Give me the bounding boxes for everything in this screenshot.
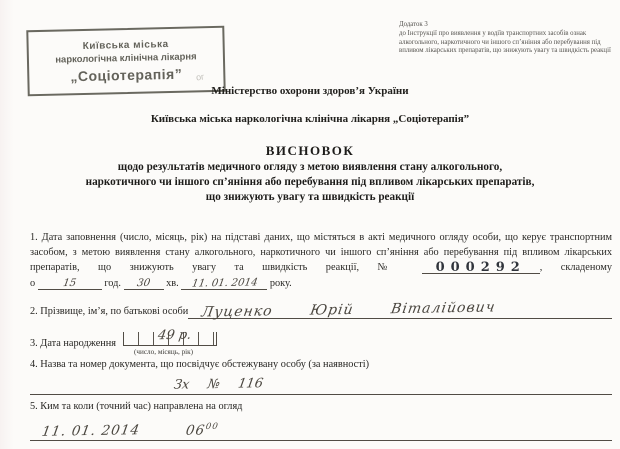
hospital-header: Київська міська наркологічна клінічна лікарня „Соціотерапія” xyxy=(150,113,470,125)
referral-field xyxy=(30,422,612,441)
field-1-text: 1. Дата заповнення (число, місяць, рік) на підставі даних, що містяться в акті медичного огляду особи, що керує транспортним засобом, з метою виявлення стану алкогольного, наркотичного чи іншого сп’яніння або перебування під впливом лікарських препаратів, що знижують увагу та швидкість реакції, № xyxy=(30,232,612,273)
minute-value: 30 xyxy=(136,277,152,290)
field-1-after-number: , складеному xyxy=(539,261,612,273)
referral-date-value: 11. 01. 2014 xyxy=(40,421,142,440)
subtitle-line-3: що знижують увагу та швидкість реакції xyxy=(205,191,415,203)
stamp-name-line: „Соціотерапія” xyxy=(70,65,183,84)
field-3-birthdate xyxy=(30,327,217,356)
hour-field xyxy=(38,278,102,290)
field-4-document xyxy=(30,359,612,395)
field-1-fill-date xyxy=(30,231,612,292)
act-number-field xyxy=(422,261,540,274)
hour-value: 15 xyxy=(62,277,78,290)
label-khv: хв. xyxy=(166,278,179,290)
name-field xyxy=(188,299,612,321)
birthdate-caption: (число, місяць, рік) xyxy=(134,348,194,356)
stamp-city-line: Київська міська xyxy=(82,38,169,52)
label-o: о xyxy=(30,278,36,290)
subtitle-line-2: наркотичного чи іншого сп’яніння або перебування під впливом лікарських препаратів, xyxy=(85,176,535,188)
name-value: Луценко Юрій Віталійович xyxy=(200,299,498,321)
referral-time-value xyxy=(185,422,220,439)
document-field xyxy=(30,377,612,395)
label-roku: року. xyxy=(269,278,292,290)
field-5-label: 5. Ким та коли (точний час) направлена на огляд xyxy=(30,401,243,412)
annex-body: до Інструкції про виявлення у водіїв транспортних засобів ознак алкогольного, наркотичного чи іншого сп’яніння або перебування під впливом лікарських препаратів, що знижують увагу та швидкість реакції xyxy=(399,30,611,54)
ministry-header: Міністерство охорони здоров’я України xyxy=(211,85,409,97)
annex-note xyxy=(399,21,611,55)
scan-artifact: ог xyxy=(195,71,205,83)
document-value: Зх № 116 xyxy=(172,376,265,393)
stamp-hospital-line: наркологічна клінічна лікарня xyxy=(55,50,197,66)
act-number-value: 000292 xyxy=(435,259,526,275)
act-date-field xyxy=(181,278,267,290)
field-2-label: 2. Прізвище, ім’я, по батькові особи xyxy=(30,306,189,317)
annex-title: Додаток 3 xyxy=(399,21,428,28)
label-hod: год. xyxy=(104,278,121,290)
birthdate-comb-field xyxy=(123,327,217,346)
subtitle-line-1: щодо результатів медичного огляду з метою виявлення стану алкогольного, xyxy=(117,161,503,173)
referral-time-hours: 06 xyxy=(185,422,207,439)
field-3-label: 3. Дата народження xyxy=(30,338,117,349)
act-date-value: 11. 01. 2014 xyxy=(190,276,259,290)
minute-field xyxy=(124,278,164,290)
document-subtitle xyxy=(18,160,602,205)
field-2-name xyxy=(30,299,612,321)
document-title: ВИСНОВОК xyxy=(265,143,355,158)
field-5-referral xyxy=(30,401,612,441)
field-4-label: 4. Назва та номер документа, що посвідчує обстежувану особу (за наявності) xyxy=(30,359,370,370)
field-1-time-line xyxy=(30,277,292,292)
referral-time-minutes: 00 xyxy=(205,421,220,432)
birthdate-value: 49 р. xyxy=(156,327,192,344)
